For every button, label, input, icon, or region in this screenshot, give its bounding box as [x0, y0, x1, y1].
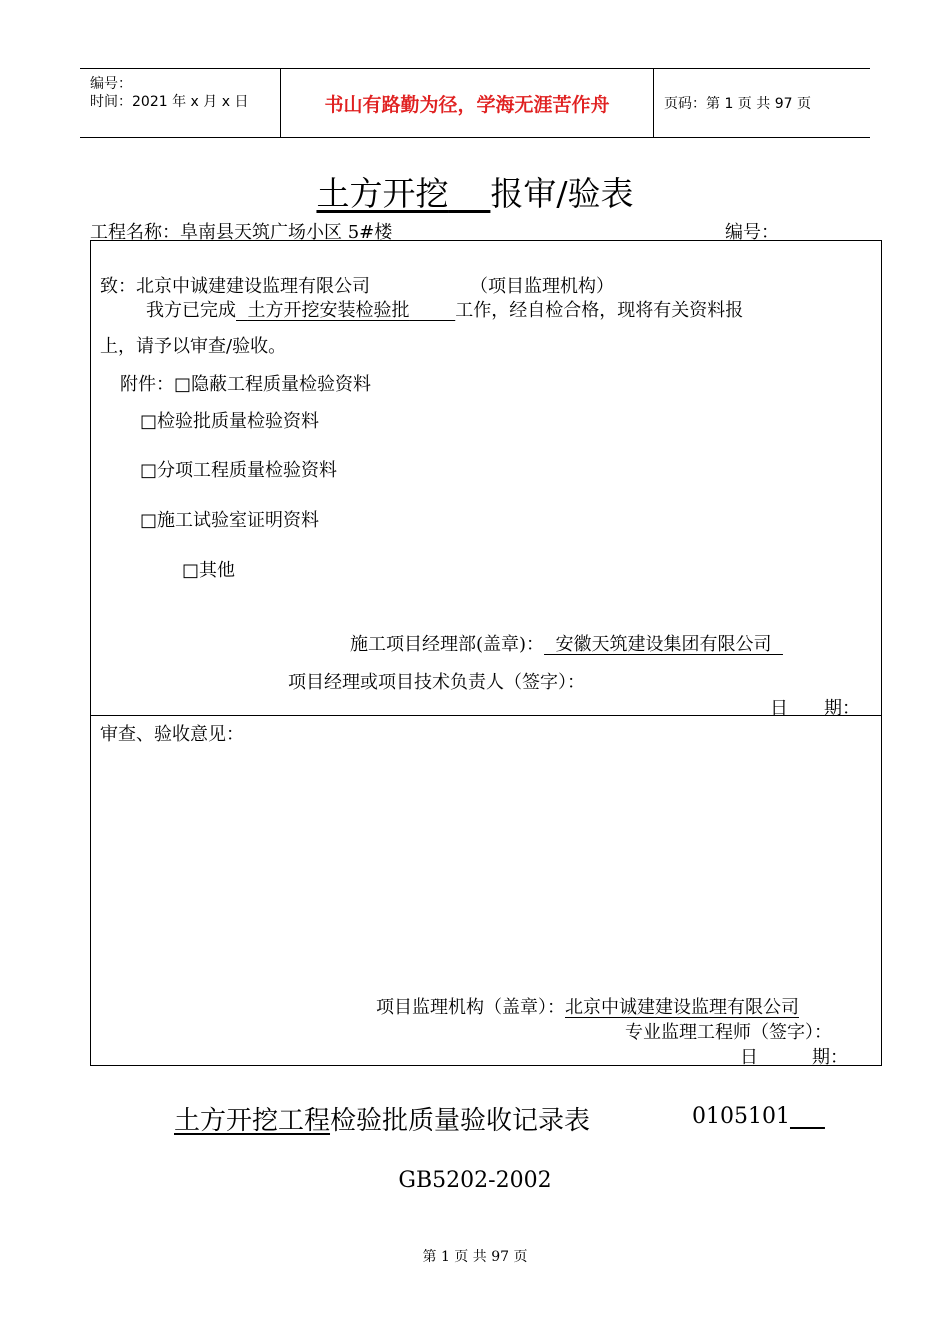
header-slogan-cell — [281, 69, 654, 137]
header-slogan: 书山有路勤为径，学海无涯苦作舟 — [324, 93, 610, 116]
to-org-type: （项目监理机构） — [470, 276, 614, 297]
contractor-row — [350, 630, 783, 656]
header-meta-cell — [80, 69, 281, 137]
header-number-label: 编号： — [90, 76, 132, 92]
done-line-2: 上，请予以审查/验收。 — [100, 336, 287, 357]
document-header — [80, 68, 870, 138]
record-code: 0105101 — [692, 1104, 790, 1129]
date-label-1: 日 期： — [770, 698, 860, 719]
project-name: 工程名称：阜南县天筑广场小区 5#楼 — [90, 222, 393, 243]
title-rest: 报审/验表 — [490, 174, 634, 213]
done-item: 土方开挖安装检验批 — [247, 300, 410, 321]
supervisor-row — [376, 993, 799, 1019]
attachments-row — [120, 370, 371, 396]
to-line: 致：北京中诚建建设监理有限公司 — [100, 276, 370, 297]
page-footer: 第 1 页 共 97 页 — [422, 1249, 528, 1265]
done-prefix: 我方已完成 — [146, 300, 236, 321]
header-page-info: 页码：第 1 页 共 97 页 — [664, 96, 811, 112]
title-underlined: 土方开挖 — [316, 174, 449, 213]
attachment-hidden-works: □隐蔽工程质量检验资料 — [174, 374, 372, 395]
date-label-2: 日 期： — [740, 1047, 848, 1068]
contractor-name: 安徽天筑建设集团有限公司 — [555, 634, 772, 655]
contractor-label: 施工项目经理部(盖章)： — [350, 634, 545, 655]
done-line — [146, 296, 743, 322]
review-label: 审查、验收意见： — [100, 724, 244, 745]
header-time-label: 时间：2021 年 x 月 x 日 — [90, 94, 249, 110]
form-divider — [90, 715, 882, 716]
supervisor-name: 北京中诚建建设监理有限公司 — [565, 997, 799, 1018]
attachments-label: 附件： — [120, 374, 174, 395]
record-title-underlined: 土方开挖工程 — [174, 1106, 331, 1136]
attachment-inspection-batch: □检验批质量检验资料 — [140, 411, 320, 432]
attachment-sub-item: □分项工程质量检验资料 — [140, 460, 338, 481]
attachment-other: □其他 — [182, 560, 236, 581]
page-title — [0, 168, 950, 215]
record-title-rest: 检验批质量验收记录表 — [330, 1106, 591, 1136]
done-suffix: 工作，经自检合格，现将有关资料报 — [455, 300, 744, 321]
header-page-cell — [654, 69, 870, 137]
manager-sign-label: 项目经理或项目技术负责人（签字）： — [288, 672, 585, 693]
project-code-label: 编号： — [725, 222, 779, 243]
standard-code: GB5202-2002 — [398, 1168, 552, 1193]
engineer-sign-label: 专业监理工程师（签字）： — [625, 1022, 832, 1043]
supervisor-label: 项目监理机构（盖章）： — [376, 997, 565, 1018]
attachment-lab-certificate: □施工试验室证明资料 — [140, 510, 320, 531]
